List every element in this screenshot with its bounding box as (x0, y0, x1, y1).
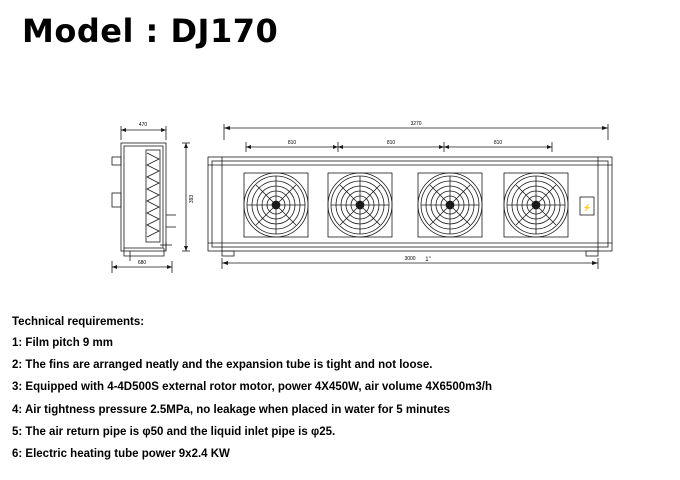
page-title: Model : DJ170 (22, 12, 279, 50)
fan-spacing-dimension-2: 810 (386, 140, 396, 146)
requirement-item: 2: The fins are arranged neatly and the expansion tube is tight and not loose. (12, 359, 433, 372)
side-top-dimension: 470 (138, 122, 148, 128)
electric-box-icon: ⚡ (582, 205, 592, 212)
fan-unit (504, 173, 568, 237)
fan-spacing-dimension-3: 810 (493, 140, 503, 146)
front-bottom-dimension: 3000 (404, 256, 416, 262)
drawing-svg (0, 95, 680, 285)
requirement-item: 3: Equipped with 4-4D500S external rotor motor, power 4X450W, air volume 4X6500m3/h (12, 381, 492, 394)
technical-drawing (0, 95, 680, 285)
requirements-heading: Technical requirements: (12, 316, 145, 328)
side-height-dimension: 393 (189, 194, 195, 204)
requirement-item: 5: The air return pipe is φ50 and the liquid inlet pipe is φ25. (12, 425, 336, 438)
requirement-item: 4: Air tightness pressure 2.5MPa, no leakage when placed in water for 5 minutes (12, 403, 450, 416)
fan-spacing-dimension-1: 810 (287, 140, 297, 146)
requirement-item: 1: Film pitch 9 mm (12, 337, 113, 349)
fan-unit (244, 173, 308, 237)
fan-unit (418, 173, 482, 237)
side-bottom-dimension: 680 (137, 260, 147, 266)
technical-requirements (12, 316, 662, 470)
front-overall-dimension: 3270 (410, 121, 422, 127)
fan-unit (328, 173, 392, 237)
front-bottom-mark: 1" (425, 257, 431, 263)
requirement-item: 6: Electric heating tube power 9x2.4 KW (12, 448, 230, 461)
